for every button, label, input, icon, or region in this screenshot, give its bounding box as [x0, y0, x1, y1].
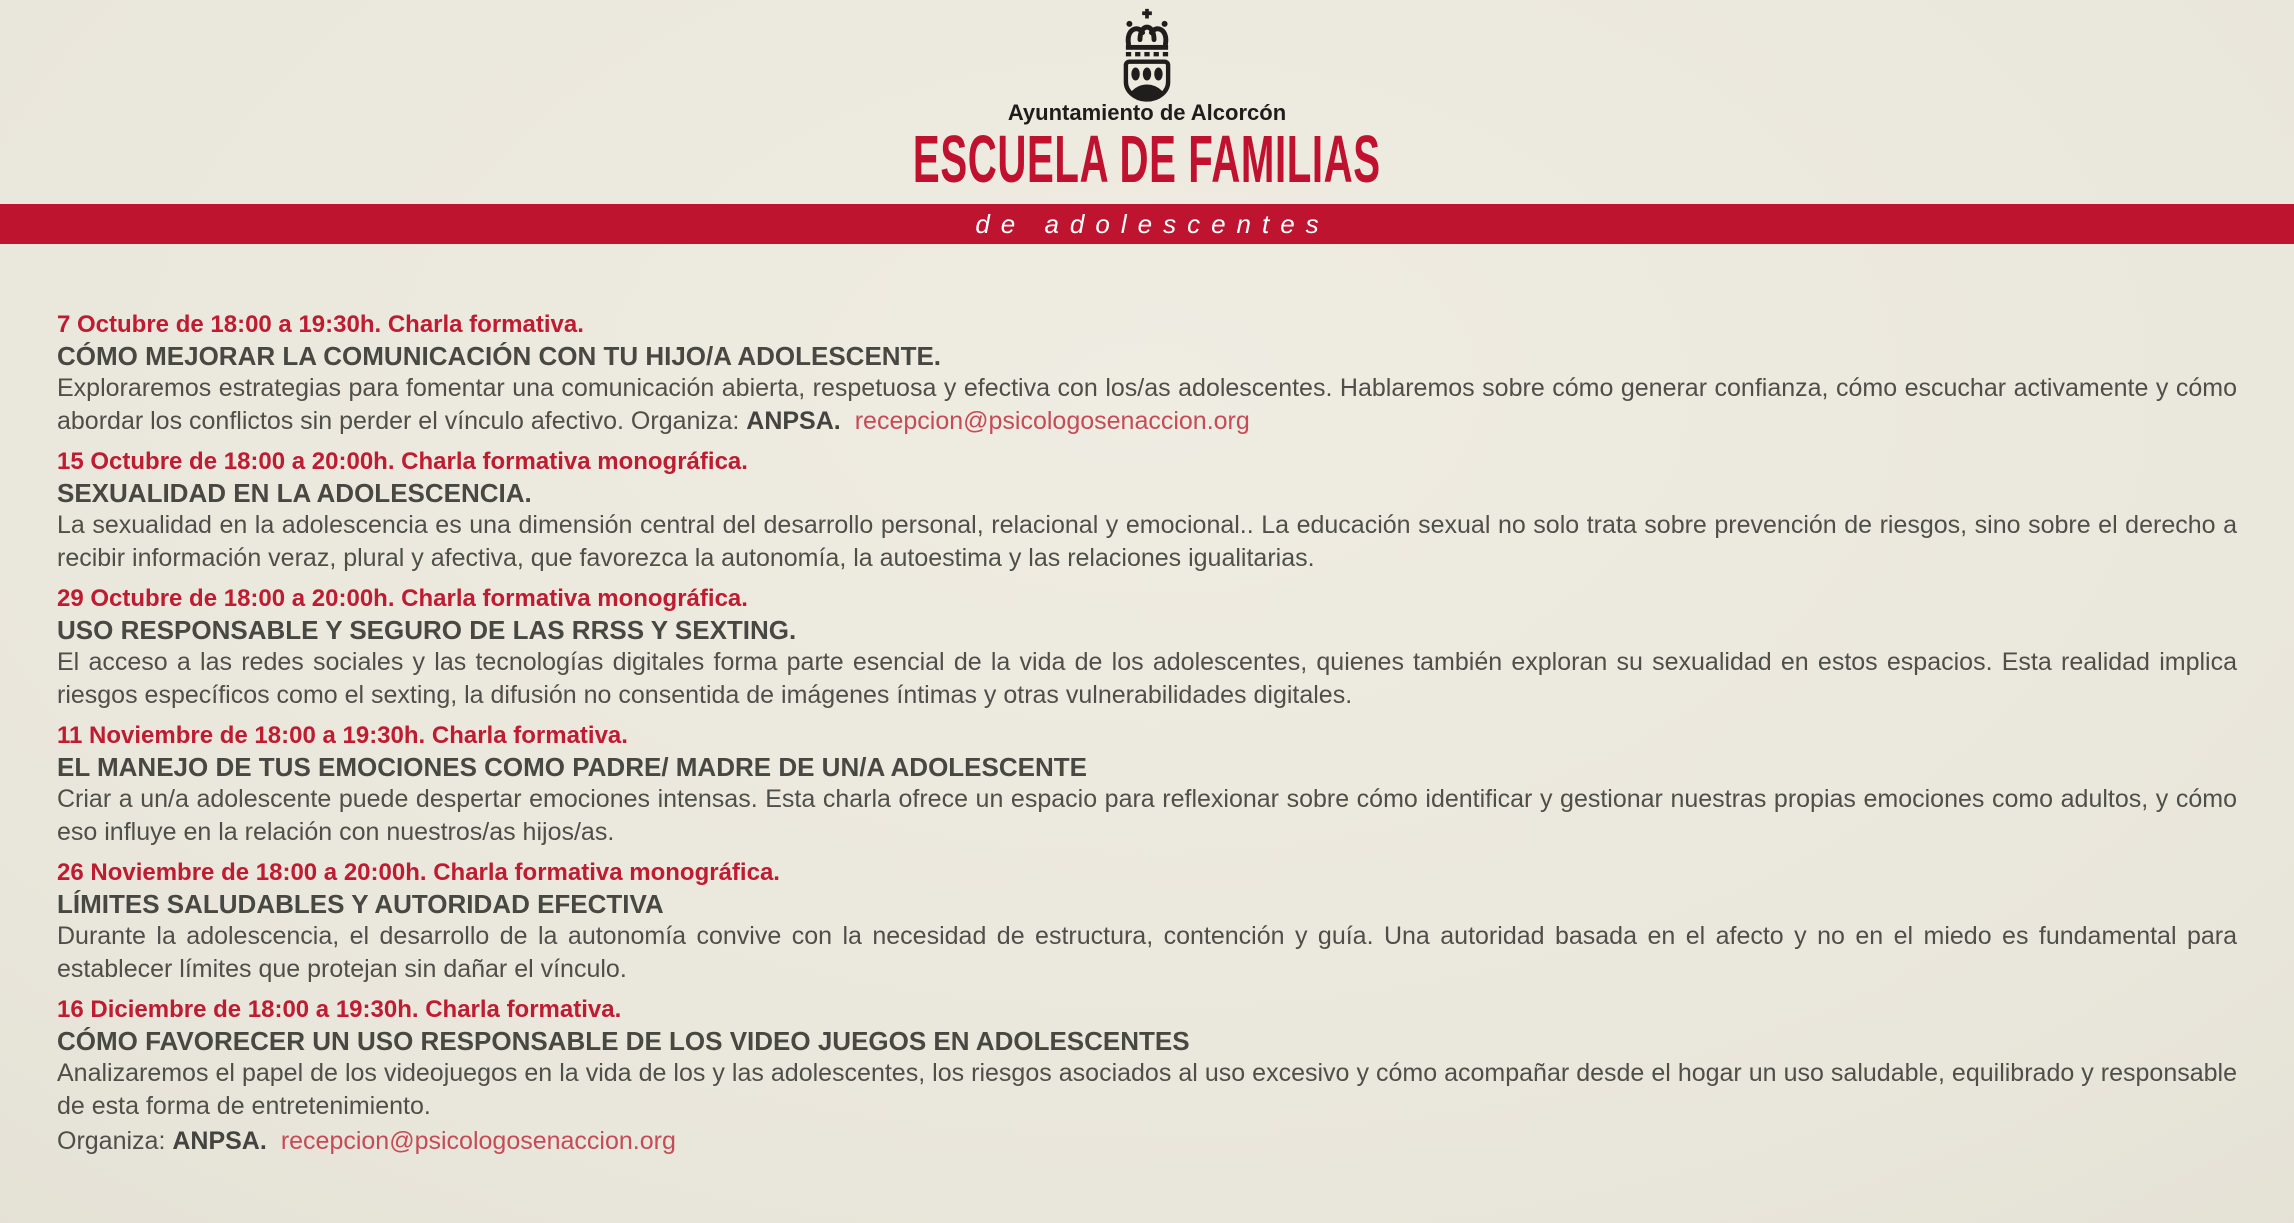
organizer-name: ANPSA.	[172, 1127, 267, 1155]
event-date: 16 Diciembre de 18:00 a 19:30h. Charla formativa.	[57, 996, 622, 1023]
event-item-4	[57, 721, 2237, 849]
municipality-name: Ayuntamiento de Alcorcón	[1007, 100, 1287, 125]
event-title: CÓMO FAVORECER UN USO RESPONSABLE DE LOS VIDEO JUEGOS EN ADOLESCENTES	[57, 1026, 1190, 1056]
subtitle-band	[0, 204, 2294, 244]
alcorcon-coat-of-arms-icon	[1103, 8, 1191, 103]
organizer-label: Organiza:	[630, 407, 740, 435]
email-link[interactable]: recepcion@psicologosenaccion.org	[280, 1127, 676, 1155]
event-date: 26 Noviembre de 18:00 a 20:00h. Charla formativa monográfica.	[57, 859, 780, 886]
event-date: 11 Noviembre de 18:00 a 19:30h. Charla formativa.	[57, 722, 628, 749]
event-description: El acceso a las redes sociales y las tecnologías digitales forma parte esencial de la vida de los adolescentes, quienes también exploran su sexualidad en estos espacios. Esta realidad implica riesgos específicos como el sexting, la difusión no consentida de imágenes íntimas y otras vulnerabilidades digitales.	[57, 648, 2237, 709]
event-description-text: Exploraremos estrategias para fomentar una comunicación abierta, respetuosa y efectiva con los/as adolescentes. Hablaremos sobre cómo generar confianza, cómo escuchar activamente y cómo abordar los conflictos sin perder el vínculo afectivo.	[57, 374, 2237, 435]
event-title: LÍMITES SALUDABLES Y AUTORIDAD EFECTIVA	[57, 889, 664, 919]
organizer-label: Organiza:	[57, 1127, 166, 1155]
logo-container	[0, 8, 2294, 96]
event-item-5	[57, 858, 2237, 986]
organizer-line	[57, 1125, 2237, 1158]
events-list	[0, 244, 2294, 1158]
event-description: Criar a un/a adolescente puede despertar emociones intensas. Esta charla ofrece un espacio para reflexionar sobre cómo identificar y gestionar nuestras propias emociones como adultos, y cómo eso influye en la relación con nuestros/as hijos/as.	[57, 785, 2237, 846]
organizer-name: ANPSA.	[746, 407, 841, 435]
event-item-6	[57, 995, 2237, 1158]
flyer-subtitle: de adolescentes	[975, 209, 1330, 239]
event-date: 15 Octubre de 18:00 a 20:00h. Charla formativa monográfica.	[57, 448, 748, 475]
event-title: EL MANEJO DE TUS EMOCIONES COMO PADRE/ MADRE DE UN/A ADOLESCENTE	[57, 752, 1087, 782]
event-item-3	[57, 584, 2237, 712]
event-item-1	[57, 310, 2237, 438]
flyer-header	[0, 0, 2294, 244]
event-description: La sexualidad en la adolescencia es una dimensión central del desarrollo personal, relacional y emocional.. La educación sexual no solo trata sobre prevención de riesgos, sino sobre el derecho a recibir información veraz, plural y afectiva, que favorezca la autonomía, la autoestima y las relaciones igualitarias.	[57, 511, 2237, 572]
event-title: CÓMO MEJORAR LA COMUNICACIÓN CON TU HIJO/A ADOLESCENTE.	[57, 341, 942, 371]
email-link[interactable]: recepcion@psicologosenaccion.org	[854, 407, 1250, 435]
event-date: 7 Octubre de 18:00 a 19:30h. Charla formativa.	[57, 311, 584, 338]
event-title: USO RESPONSABLE Y SEGURO DE LAS RRSS Y SEXTING.	[57, 615, 797, 645]
event-item-2	[57, 447, 2237, 575]
flyer-title: ESCUELA DE FAMILIAS	[913, 122, 1381, 197]
event-date: 29 Octubre de 18:00 a 20:00h. Charla formativa monográfica.	[57, 585, 748, 612]
event-description: Durante la adolescencia, el desarrollo de la autonomía convive con la necesidad de estructura, contención y guía. Una autoridad basada en el afecto y no en el miedo es fundamental para establecer límites que protejan sin dañar el vínculo.	[57, 922, 2237, 983]
event-description	[57, 372, 2237, 438]
event-title: SEXUALIDAD EN LA ADOLESCENCIA.	[57, 478, 532, 508]
event-description: Analizaremos el papel de los videojuegos en la vida de los y las adolescentes, los riesgos asociados al uso excesivo y cómo acompañar desde el hogar un uso saludable, equilibrado y responsable de esta forma de entretenimiento.	[57, 1059, 2237, 1120]
